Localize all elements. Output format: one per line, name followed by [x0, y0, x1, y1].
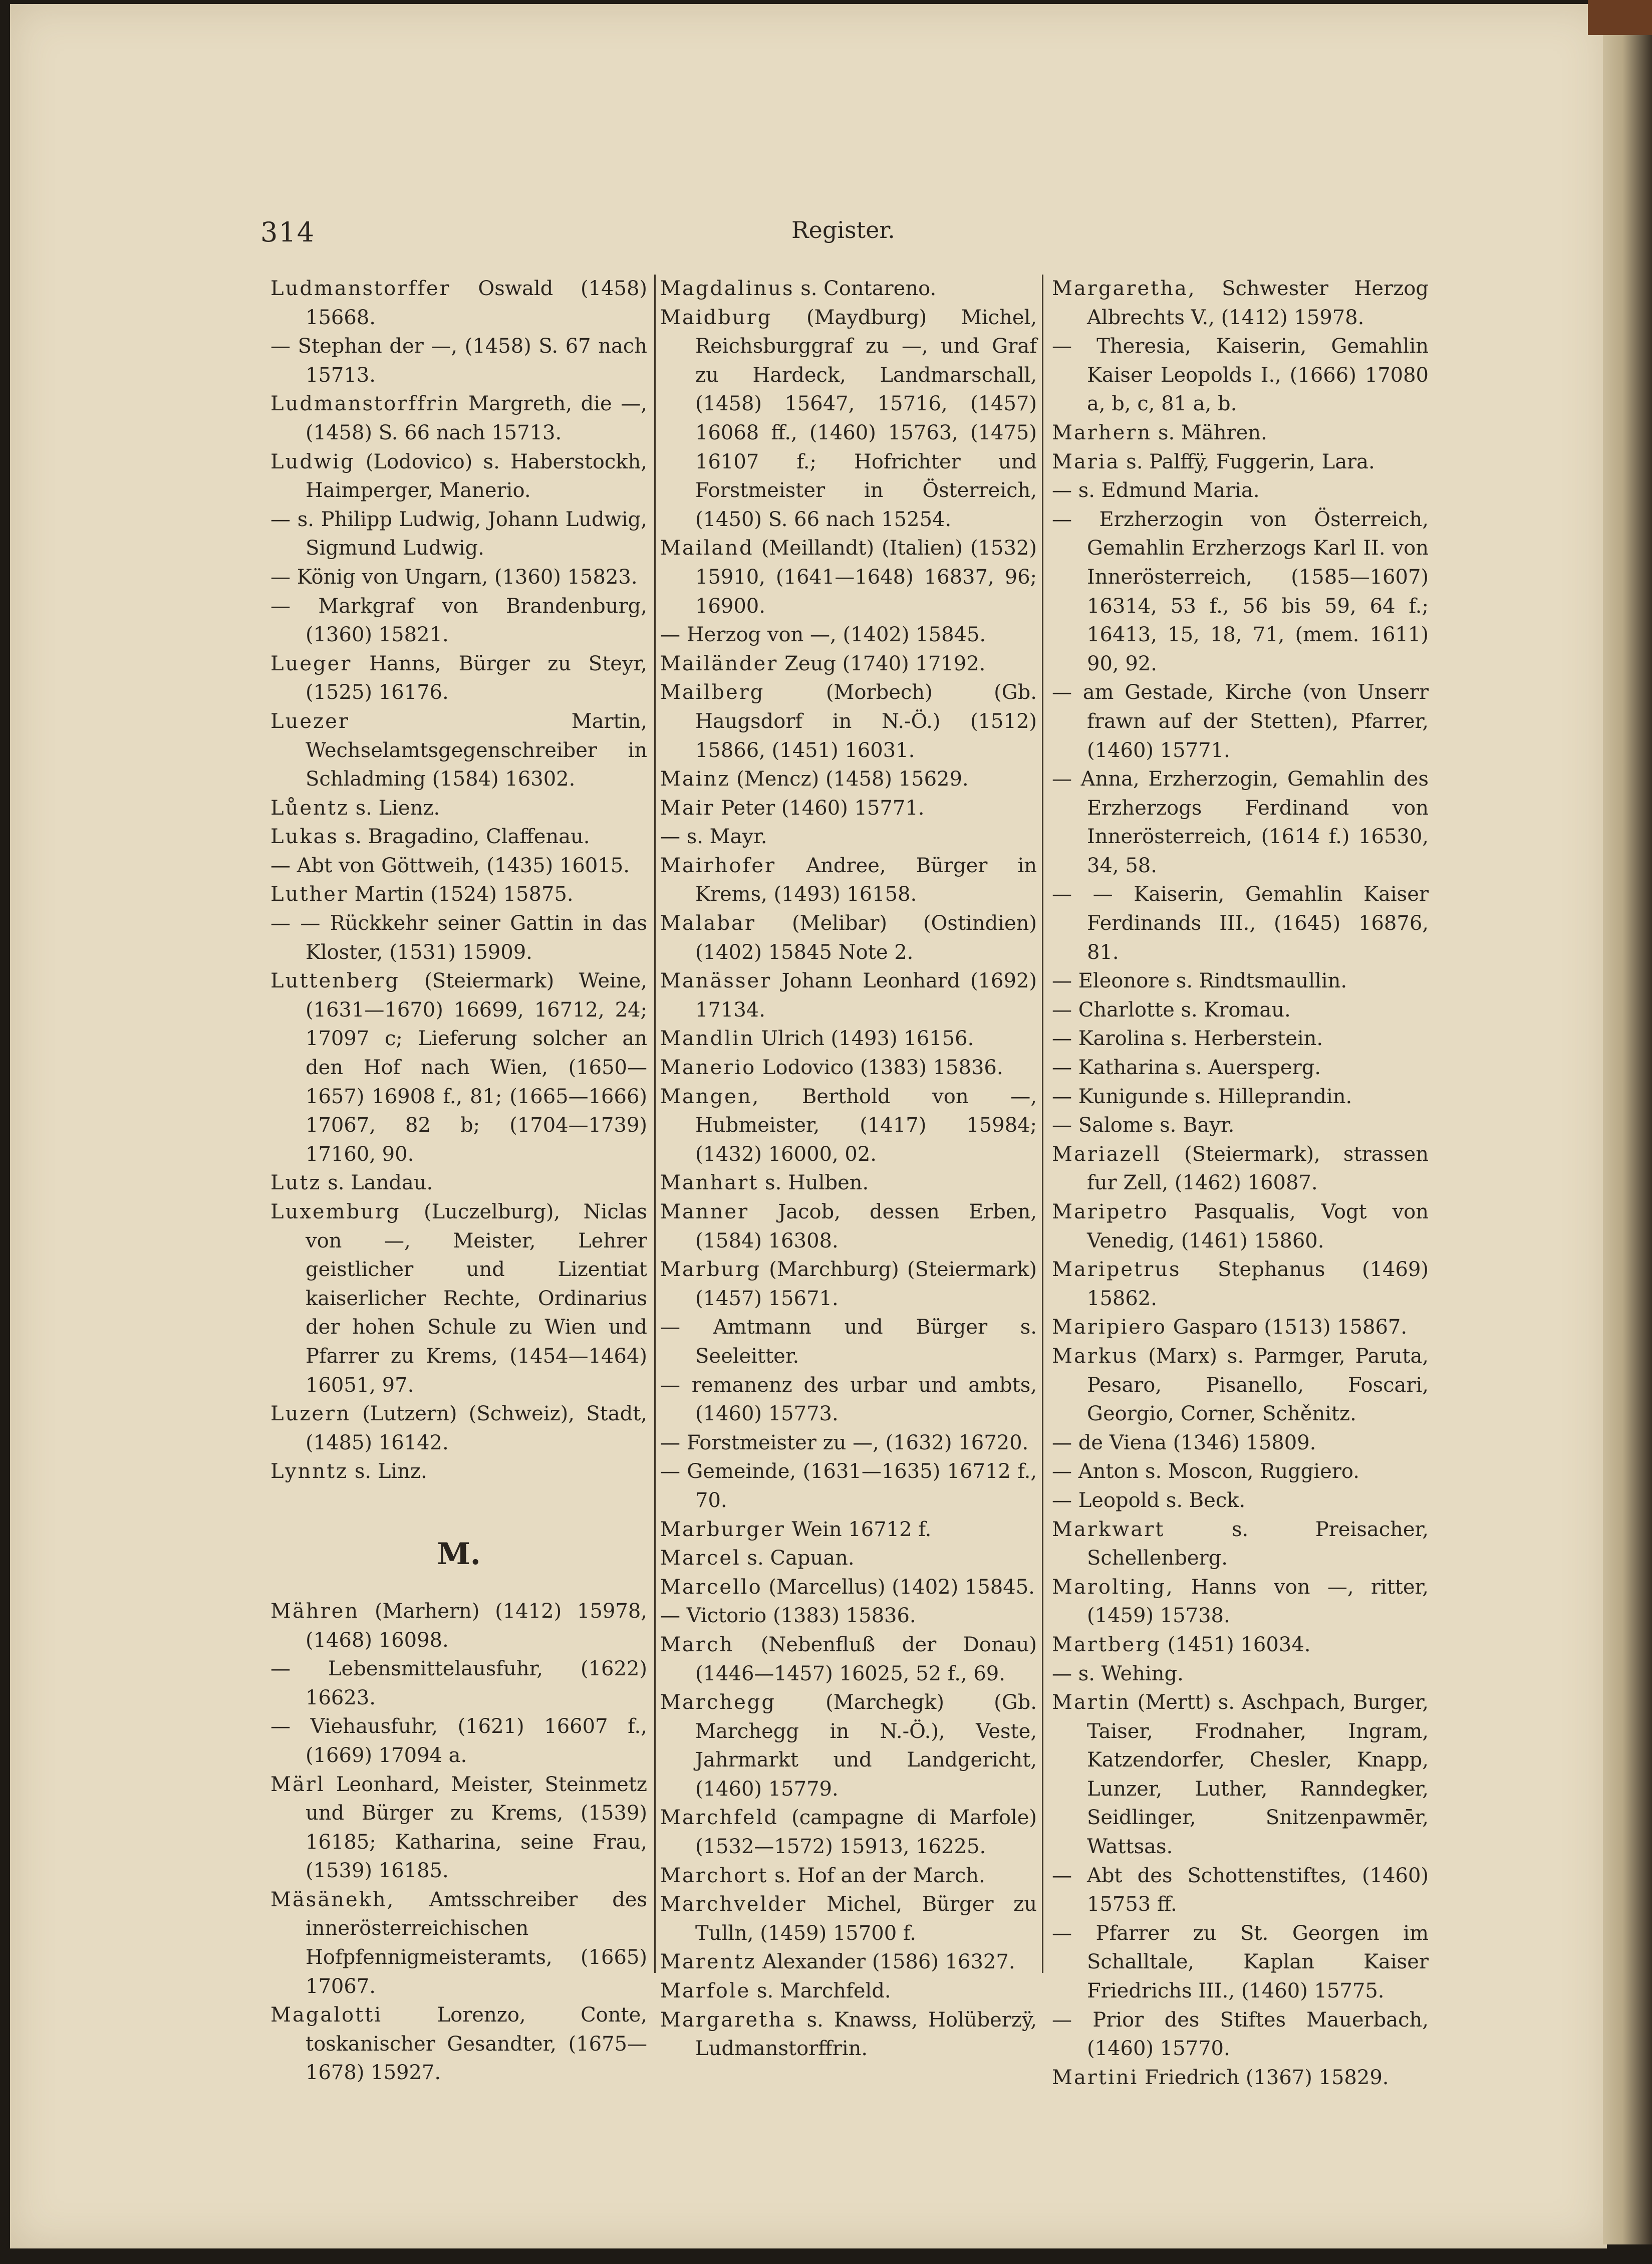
entry-text: (Marchburg) (Steiermark) (1457) 15671.: [695, 1258, 1037, 1310]
entry-headword: Mair: [660, 796, 715, 820]
entry-text: s. Marchfeld.: [750, 1979, 891, 2003]
index-entry: [1052, 996, 1429, 1025]
entry-text: s. Capuan.: [740, 1547, 855, 1570]
index-entry: [1052, 1342, 1429, 1429]
index-entry: [660, 1862, 1037, 1891]
index-column-3: [1052, 275, 1429, 2092]
index-entry: [270, 650, 647, 707]
index-entry: [660, 1890, 1037, 1948]
index-entry: [270, 592, 647, 650]
index-entry: [1052, 1919, 1429, 2006]
index-entry: [1052, 448, 1429, 477]
entry-text: — Abt des Schottenstiftes, (1460) 15753 ff.: [1052, 1864, 1429, 1916]
entry-text: (Meillandt) (Italien) (1532) 15910, (1641—1648) 16837, 96; 16900.: [695, 537, 1037, 618]
index-entry: [1052, 1083, 1429, 1112]
entry-text: Margreth, die —, (1458) S. 66 nach 15713.: [306, 392, 647, 444]
index-entry: [270, 506, 647, 563]
entry-text: s. Landau.: [321, 1171, 433, 1195]
entry-headword: Mariazell: [1052, 1142, 1161, 1166]
index-entry: [660, 621, 1037, 650]
index-entry: [1052, 275, 1429, 332]
entry-text: (Marhern) (1412) 15978, (1468) 16098.: [306, 1599, 647, 1652]
entry-headword: Mailänder: [660, 652, 778, 675]
entry-headword: Maripetrus: [1052, 1258, 1181, 1282]
entry-headword: Luther: [270, 883, 348, 906]
entry-headword: Martini: [1052, 2066, 1139, 2089]
entry-text: — s. Philipp Ludwig, Johann Ludwig, Sigmund Ludwig.: [270, 508, 647, 560]
entry-text: Ulrich (1493) 16156.: [754, 1027, 974, 1051]
entry-text: Wein 16712 f.: [785, 1518, 932, 1541]
entry-text: — Prior des Stiftes Mauerbach, (1460) 15770.: [1052, 2008, 1429, 2061]
index-entry: [1052, 506, 1429, 679]
entry-text: (Maydburg) Michel, Reichsburggraf zu —, und Graf zu Hardeck, Landmarschall, (1458) 15647, 15716, (1457) 16068 ff., (1460) 15763, (1475) 16107 f.; Hofrichter und Forstmeister in Österreich, (1450) S. 66 nach 15254.: [695, 306, 1037, 531]
index-entry: [270, 332, 647, 390]
index-entry: [660, 1688, 1037, 1804]
entry-text: — Victorio (1383) 15836.: [660, 1604, 916, 1628]
index-entry: [1052, 419, 1429, 448]
entry-text: (1451) 16034.: [1161, 1633, 1311, 1656]
index-entry: [660, 909, 1037, 967]
index-entry: [660, 1054, 1037, 1083]
entry-headword: Marchegg: [660, 1691, 776, 1714]
index-column-1: [270, 275, 647, 2088]
index-entry: [660, 823, 1037, 852]
entry-headword: Marchort: [660, 1864, 768, 1887]
index-entry: [270, 880, 647, 909]
index-entry: [660, 304, 1037, 535]
index-entry: [660, 1371, 1037, 1429]
index-entry: [1052, 1140, 1429, 1198]
entry-text: Martin (1524) 15875.: [348, 883, 574, 906]
index-entry: [660, 1544, 1037, 1573]
entry-text: Hanns, Bürger zu Steyr, (1525) 16176.: [306, 652, 647, 704]
entry-text: — Anna, Erzherzogin, Gemahlin des Erzherzogs Ferdinand von Innerösterreich, (1614 f.) 16530, 34, 58.: [1052, 768, 1429, 877]
entry-text: s. Palffÿ, Fuggerin, Lara.: [1120, 450, 1375, 473]
entry-text: Michel, Bürger zu Tulln, (1459) 15700 f.: [695, 1893, 1037, 1945]
entry-headword: Marcello: [660, 1575, 762, 1599]
entry-headword: Manässer: [660, 969, 772, 993]
entry-text: Schwester Herzog Albrechts V., (1412) 15978.: [1087, 277, 1429, 329]
book-corner: [1588, 0, 1652, 35]
index-entry: [270, 448, 647, 506]
entry-text: — Markgraf von Brandenburg, (1360) 15821.: [270, 594, 647, 647]
index-entry: [660, 1429, 1037, 1458]
entry-text: s. Hulben.: [758, 1171, 869, 1195]
index-entry: [270, 707, 647, 794]
entry-text: Lorenzo, Conte, toskanischer Gesandter, (1675—1678) 15927.: [306, 2003, 647, 2085]
index-entry: [660, 1948, 1037, 1977]
index-entry: [270, 1457, 647, 1486]
entry-text: — Katharina s. Auersperg.: [1052, 1056, 1321, 1080]
entry-text: Peter (1460) 15771.: [714, 796, 925, 820]
index-entry: [660, 1804, 1037, 1861]
entry-text: Stephanus (1469) 15862.: [1087, 1258, 1429, 1310]
entry-headword: Marburg: [660, 1258, 761, 1282]
entry-headword: Marfole: [660, 1979, 751, 2003]
index-entry: [1052, 1862, 1429, 1919]
entry-text: — am Gestade, Kirche (von Unserr frawn auf der Stetten), Pfarrer, (1460) 15771.: [1052, 681, 1429, 762]
index-entry: [660, 1083, 1037, 1169]
index-entry: [270, 909, 647, 967]
index-entry: [660, 1516, 1037, 1545]
entry-headword: Mäsänekh,: [270, 1888, 395, 1911]
entry-headword: Marcel: [660, 1547, 741, 1570]
entry-text: Lodovico (1383) 15836.: [756, 1056, 1003, 1080]
entry-headword: Mairhofer: [660, 854, 776, 877]
entry-text: Amtsschreiber des innerösterreichischen Hofpfennigmeisteramts, (1665) 17067.: [306, 1888, 647, 1998]
entry-text: (Nebenfluß der Donau) (1446—1457) 16025, 52 f., 69.: [695, 1633, 1037, 1685]
index-entry: [660, 2006, 1037, 2064]
entry-headword: Margaretha,: [1052, 277, 1196, 300]
index-entry: [1052, 2064, 1429, 2093]
index-entry: [660, 678, 1037, 765]
entry-headword: Ludmanstorffer: [270, 277, 451, 300]
entry-text: — Kunigunde s. Hilleprandin.: [1052, 1085, 1352, 1108]
index-column-2: [660, 275, 1037, 2064]
entry-text: Johann Leonhard (1692) 17134.: [695, 969, 1037, 1022]
entry-headword: Marhern: [1052, 421, 1152, 444]
entry-headword: Lueger: [270, 652, 352, 675]
entry-text: Alexander (1586) 16327.: [756, 1950, 1015, 1974]
index-entry: [270, 2001, 647, 2088]
index-entry: [270, 1771, 647, 1886]
index-entry: [1052, 1486, 1429, 1516]
entry-headword: Manhart: [660, 1171, 759, 1195]
entry-headword: Mailand: [660, 537, 754, 560]
entry-headword: Lynntz: [270, 1460, 349, 1483]
index-entry: [660, 534, 1037, 621]
entry-text: Jacob, dessen Erben, (1584) 16308.: [695, 1200, 1037, 1252]
entry-text: (Steiermark), strassen fur Zell, (1462) 16087.: [1087, 1142, 1429, 1195]
section-heading: M.: [437, 1536, 481, 1572]
entry-text: s. Linz.: [348, 1460, 427, 1483]
index-entry: [1052, 1429, 1429, 1458]
entry-text: (Lutzern) (Schweiz), Stadt, (1485) 16142.: [306, 1402, 647, 1454]
entry-text: s. Lienz.: [349, 796, 440, 820]
entry-headword: Maripiero: [1052, 1316, 1167, 1339]
entry-headword: Märl: [270, 1773, 325, 1796]
entry-text: — König von Ungarn, (1360) 15823.: [270, 565, 638, 589]
entry-text: Hanns von —, ritter, (1459) 15738.: [1087, 1575, 1429, 1628]
entry-text: Friedrich (1367) 15829.: [1138, 2066, 1389, 2089]
entry-headword: Martberg: [1052, 1633, 1162, 1656]
entry-text: (Steiermark) Weine, (1631—1670) 16699, 16712, 24; 17097 c; Lieferung solcher an den Hof nach Wien, (1650—1657) 16908 f., 81; (1665—1666) 17067, 82 b; (1704—1739) 17160, 90.: [306, 969, 647, 1166]
entry-text: — Charlotte s. Kromau.: [1052, 998, 1291, 1022]
index-entry: [1052, 1025, 1429, 1054]
entry-headword: Malabar: [660, 912, 756, 935]
index-entry: [660, 1602, 1037, 1631]
index-entry: [660, 765, 1037, 794]
entry-text: — Pfarrer zu St. Georgen im Schalltale, Kaplan Kaiser Friedrichs III., (1460) 15775.: [1052, 1921, 1429, 2003]
index-entry: [270, 1712, 647, 1770]
entry-headword: Mähren: [270, 1599, 360, 1623]
index-entry: [270, 563, 647, 592]
entry-headword: Mailberg: [660, 681, 765, 704]
entry-headword: Luxemburg: [270, 1200, 401, 1223]
entry-headword: Mangen,: [660, 1085, 760, 1108]
entry-text: (Lodovico) s. Haberstockh, Haimperger, Manerio.: [306, 450, 647, 502]
index-entry: [660, 1573, 1037, 1602]
entry-text: s. Contareno.: [794, 277, 937, 300]
index-entry: [660, 1025, 1037, 1054]
index-entry: [660, 794, 1037, 823]
entry-headword: Marchvelder: [660, 1893, 807, 1916]
entry-text: — Theresia, Kaiserin, Gemahlin Kaiser Leopolds I., (1666) 17080 a, b, c, 81 a, b.: [1052, 335, 1429, 416]
index-entry: [660, 1313, 1037, 1371]
running-title: Register.: [791, 216, 895, 243]
index-entry: [660, 1457, 1037, 1515]
column-rule: [1042, 275, 1043, 1973]
entry-text: s. Mähren.: [1152, 421, 1267, 444]
index-entry: [1052, 1631, 1429, 1660]
index-entry: [1052, 967, 1429, 996]
entry-headword: Margaretha: [660, 2008, 796, 2032]
entry-headword: Manner: [660, 1200, 749, 1223]
entry-text: — s. Edmund Maria.: [1052, 479, 1260, 502]
index-entry: [1052, 332, 1429, 419]
entry-text: (campagne di Marfole) (1532—1572) 15913, 16225.: [695, 1806, 1037, 1859]
entry-headword: Marolting,: [1052, 1575, 1174, 1599]
index-entry: [1052, 765, 1429, 880]
index-entry: [270, 390, 647, 447]
page-edge: [1603, 20, 1652, 2244]
entry-text: s. Preisacher, Schellenberg.: [1087, 1518, 1429, 1570]
entry-headword: Mainz: [660, 768, 730, 791]
entry-headword: Marburger: [660, 1518, 785, 1541]
entry-text: s. Hof an der March.: [768, 1864, 985, 1887]
column-rule: [654, 275, 656, 1973]
entry-headword: Mandlin: [660, 1027, 755, 1051]
page-number: 314: [260, 216, 316, 248]
index-entry: [270, 1198, 647, 1400]
entry-text: Zeug (1740) 17192.: [778, 652, 986, 675]
entry-text: (Luczelburg), Niclas von —, Meister, Lehrer geistlicher und Lizentiat kaiserlicher Rechte, Ordinarius der hohen Schule zu Wien und Pfarrer zu Krems, (1454—1464) 16051, 97.: [306, 1200, 647, 1397]
index-entry: [1052, 1054, 1429, 1083]
entry-headword: Ludwig: [270, 450, 355, 473]
entry-text: — — Rückkehr seiner Gattin in das Kloster, (1531) 15909.: [270, 912, 647, 964]
entry-text: — Salome s. Bayr.: [1052, 1114, 1235, 1137]
entry-text: — de Viena (1346) 15809.: [1052, 1431, 1316, 1454]
index-entry: [1052, 1660, 1429, 1689]
index-entry: [1052, 1198, 1429, 1255]
entry-text: (Marx) s. Parmger, Paruta, Pesaro, Pisanello, Foscari, Georgio, Corner, Schěnitz.: [1087, 1344, 1429, 1426]
entry-headword: Maidburg: [660, 306, 772, 329]
index-entry: [1052, 1313, 1429, 1342]
index-entry: [1052, 1516, 1429, 1573]
entry-text: — Amtmann und Bürger s. Seeleitter.: [660, 1316, 1037, 1368]
entry-text: — Herzog von —, (1402) 15845.: [660, 623, 986, 647]
entry-text: Andree, Bürger in Krems, (1493) 16158.: [695, 854, 1037, 906]
entry-headword: Magdalinus: [660, 277, 794, 300]
entry-text: — Lebensmittelausfuhr, (1622) 16623.: [270, 1657, 647, 1709]
entry-headword: Lukas: [270, 825, 339, 849]
entry-text: — remanenz des urbar und ambts, (1460) 15773.: [660, 1373, 1037, 1426]
entry-headword: Marchfeld: [660, 1806, 778, 1830]
entry-text: — Viehausfuhr, (1621) 16607 f., (1669) 17094 a.: [270, 1715, 647, 1767]
entry-text: (Marchegk) (Gb. Marchegg in N.-Ö.), Veste, Jahrmarkt und Landgericht, (1460) 15779.: [695, 1691, 1037, 1801]
index-entry: [1052, 1457, 1429, 1486]
index-entry: [1052, 1111, 1429, 1140]
entry-headword: Maria: [1052, 450, 1120, 473]
entry-text: (Marcellus) (1402) 15845.: [762, 1575, 1035, 1599]
entry-text: Leonhard, Meister, Steinmetz und Bürger zu Krems, (1539) 16185; Katharina, seine Frau, (1539) 16185.: [306, 1773, 647, 1883]
index-entry: [270, 852, 647, 881]
index-entry: [660, 1255, 1037, 1313]
entry-headword: Manerio: [660, 1056, 756, 1080]
index-entry: [270, 1597, 647, 1655]
index-entry: [270, 1400, 647, 1457]
entry-text: s. Bragadino, Claffenau.: [338, 825, 590, 849]
entry-text: — Forstmeister zu —, (1632) 16720.: [660, 1431, 1029, 1454]
entry-headword: Markus: [1052, 1344, 1139, 1368]
index-entry: [660, 650, 1037, 679]
index-entry: [270, 1655, 647, 1712]
index-entry: [1052, 1573, 1429, 1631]
index-entry: [1052, 2006, 1429, 2064]
entry-text: Berthold von —, Hubmeister, (1417) 15984; (1432) 16000, 02.: [695, 1085, 1037, 1166]
entry-headword: Martin: [1052, 1691, 1131, 1714]
entry-text: — Karolina s. Herberstein.: [1052, 1027, 1323, 1051]
index-entry: [660, 852, 1037, 909]
entry-headword: Marentz: [660, 1950, 756, 1974]
index-entry: [660, 275, 1037, 304]
entry-text: — Anton s. Moscon, Ruggiero.: [1052, 1460, 1359, 1483]
index-entry: [1052, 678, 1429, 765]
entry-headword: Lutz: [270, 1171, 322, 1195]
entry-text: — s. Wehing.: [1052, 1662, 1184, 1685]
entry-headword: Magalotti: [270, 2003, 383, 2027]
entry-text: — — Kaiserin, Gemahlin Kaiser Ferdinands III., (1645) 16876, 81.: [1052, 883, 1429, 964]
entry-text: Martin, Wechselamtsgegenschreiber in Schladming (1584) 16302.: [306, 709, 647, 791]
index-entry: [270, 1886, 647, 2001]
index-entry: [270, 275, 647, 332]
entry-headword: Luttenberg: [270, 969, 400, 993]
entry-text: Oswald (1458) 15668.: [306, 277, 647, 329]
index-entry: [660, 1631, 1037, 1688]
entry-headword: March: [660, 1633, 734, 1656]
entry-text: s. Knawss, Holüberzÿ, Ludmanstorffrin.: [695, 2008, 1037, 2061]
entry-text: Gasparo (1513) 15867.: [1167, 1316, 1408, 1339]
entry-headword: Maripetro: [1052, 1200, 1169, 1223]
entry-text: — Erzherzogin von Österreich, Gemahlin Erzherzogs Karl II. von Innerösterreich, (1585—1607) 16314, 53 f., 56 bis 59, 64 f.; 16413, 15, 18, 71, (mem. 1611) 90, 92.: [1052, 508, 1429, 675]
index-entry: [1052, 880, 1429, 967]
entry-text: — Leopold s. Beck.: [1052, 1488, 1246, 1512]
entry-text: (Morbech) (Gb. Haugsdorf in N.-Ö.) (1512) 15866, (1451) 16031.: [695, 681, 1037, 762]
entry-text: (Melibar) (Ostindien) (1402) 15845 Note 2.: [695, 912, 1037, 964]
index-entry: [270, 823, 647, 852]
entry-headword: Luezer: [270, 709, 350, 733]
index-entry: [270, 1169, 647, 1198]
index-entry: [660, 1169, 1037, 1198]
index-entry: [1052, 1688, 1429, 1862]
entry-text: — Gemeinde, (1631—1635) 16712 f., 70.: [660, 1460, 1037, 1512]
entry-text: — s. Mayr.: [660, 825, 767, 849]
index-entry: [1052, 1255, 1429, 1313]
entry-headword: Ludmanstorffrin: [270, 392, 460, 416]
index-entry: [1052, 476, 1429, 506]
entry-text: (Mencz) (1458) 15629.: [730, 768, 969, 791]
entry-headword: Luzern: [270, 1402, 351, 1426]
entry-headword: Markwart: [1052, 1518, 1165, 1541]
entry-text: (Mertt) s. Aschpach, Burger, Taiser, Frodnaher, Ingram, Katzendorfer, Chesler, Knapp, Lunzer, Luther, Ranndegker, Seidlinger, Snitzenpawmēr, Wattsas.: [1087, 1691, 1429, 1859]
index-entry: [270, 967, 647, 1169]
index-entry: [660, 1977, 1037, 2006]
entry-text: Pasqualis, Vogt von Venedig, (1461) 15860.: [1087, 1200, 1429, 1252]
entry-text: — Abt von Göttweih, (1435) 16015.: [270, 854, 630, 877]
entry-headword: Lůentz: [270, 796, 349, 820]
entry-text: — Stephan der —, (1458) S. 67 nach 15713.: [270, 335, 647, 387]
index-entry: [660, 967, 1037, 1025]
index-entry: [660, 1198, 1037, 1255]
entry-text: — Eleonore s. Rindtsmaullin.: [1052, 969, 1347, 993]
index-entry: [270, 794, 647, 823]
